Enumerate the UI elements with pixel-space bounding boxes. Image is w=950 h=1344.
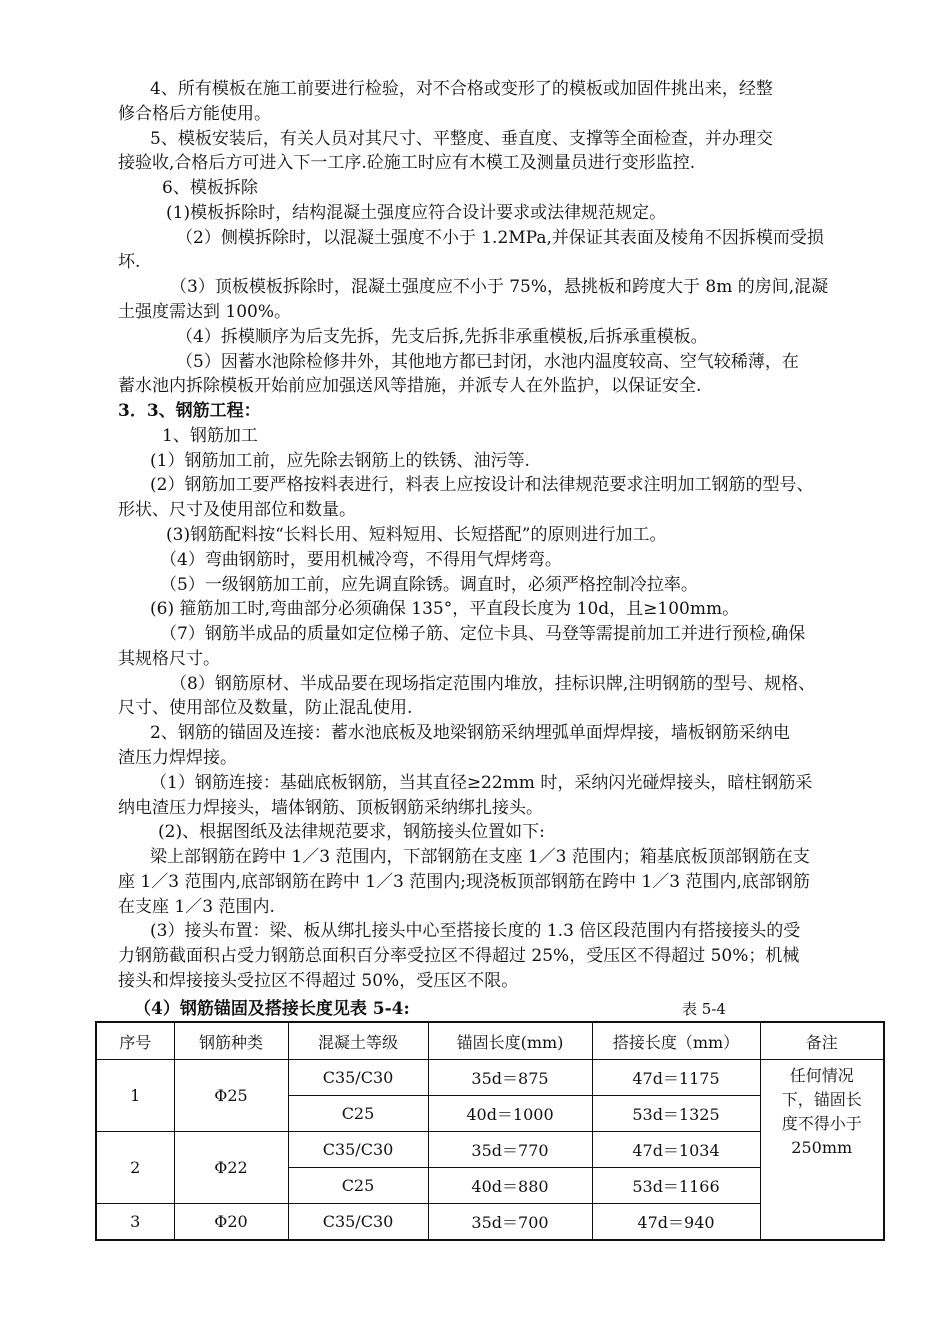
cell-concrete-grade: C35/C30 xyxy=(288,1204,428,1241)
text-line: 尺寸、使用部位及数量，防止混乱使用. xyxy=(118,698,413,718)
text-line: （8）钢筋原材、半成品要在现场指定范围内堆放，挂标识牌,注明钢筋的型号、规格、 xyxy=(170,674,816,694)
text-line: (3）接头布置：梁、板从绑扎接头中心至搭接长度的 1.3 倍区段范围内有搭接接头的受 xyxy=(150,921,801,941)
text-line: (2)、根据图纸及法律规范要求，钢筋接头位置如下: xyxy=(158,822,545,842)
text-line: 修合格后方能使用。 xyxy=(118,104,271,124)
cell-anchor-length: 35d＝700 xyxy=(428,1204,592,1241)
text-line: (3)钢筋配料按“长料长用、短料短用、长短搭配”的原则进行加工。 xyxy=(166,525,667,545)
text-line: 形状、尺寸及使用部位和数量。 xyxy=(118,500,356,520)
text-line: （4）弯曲钢筋时，要用机械冷弯，不得用气焊烤弯。 xyxy=(160,550,562,570)
cell-concrete-grade: C25 xyxy=(288,1096,428,1132)
text-line: （2）侧模拆除时，以混凝土强度不小于 1.2MPa,并保证其表面及棱角不因拆模而受损 xyxy=(176,228,824,248)
text-line: 渣压力焊焊接。 xyxy=(118,748,237,768)
cell-concrete-grade: C35/C30 xyxy=(288,1132,428,1168)
text-line: （7）钢筋半成品的质量如定位梯子筋、定位卡具、马登等需提前加工并进行预检,确保 xyxy=(160,624,806,644)
cell-lap-length: 53d＝1166 xyxy=(592,1168,760,1204)
table-number: 表 5-4 xyxy=(682,1000,726,1018)
table-header-row xyxy=(96,1022,884,1060)
text-line: (1)模板拆除时，结构混凝土强度应符合设计要求或法律规范规定。 xyxy=(166,203,667,223)
cell-concrete-grade: C35/C30 xyxy=(288,1060,428,1096)
cell-lap-length: 47d＝1175 xyxy=(592,1060,760,1096)
cell-bar-type: Φ22 xyxy=(174,1132,288,1204)
cell-lap-length: 53d＝1325 xyxy=(592,1096,760,1132)
text-line: 接验收,合格后方可进入下一工序.砼施工时应有木模工及测量员进行变形监控. xyxy=(118,153,696,173)
text-line: 蓄水池内拆除模板开始前应加强送风等措施，并派专人在外监护，以保证安全. xyxy=(118,376,702,396)
cell-bar-type: Φ20 xyxy=(174,1204,288,1241)
header-remark: 备注 xyxy=(760,1022,884,1060)
cell-lap-length: 47d＝940 xyxy=(592,1204,760,1241)
remark-line: 下，锚固长 xyxy=(781,1090,862,1109)
cell-no: 1 xyxy=(96,1060,174,1132)
text-line: 座 1／3 范围内,底部钢筋在跨中 1／3 范围内;现浇板顶部钢筋在跨中 1／3 范围内,底部钢筋 xyxy=(118,872,810,892)
cell-no: 3 xyxy=(96,1204,174,1241)
text-line: 6、模板拆除 xyxy=(162,178,258,198)
text-line: 梁上部钢筋在跨中 1／3 范围内，下部钢筋在支座 1／3 范围内；箱基底板顶部钢筋在支 xyxy=(150,847,810,867)
text-line: （3）顶板模板拆除时，混凝土强度应不小于 75%，悬挑板和跨度大于 8m 的房间,混凝 xyxy=(170,277,829,297)
text-line: (2）钢筋加工要严格按料表进行，料表上应按设计和法律规范要求注明加工钢筋的型号、 xyxy=(150,475,814,495)
text-line: （4）拆模顺序为后支先拆，先支后拆,先拆非承重模板,后拆承重模板。 xyxy=(176,327,708,347)
text-line: 土强度需达到 100%。 xyxy=(118,302,292,322)
remark-line: 任何情况 xyxy=(789,1066,854,1085)
text-line: (1）钢筋加工前，应先除去钢筋上的铁锈、油污等. xyxy=(150,451,530,471)
text-line: 纳电渣压力焊接头，墙体钢筋、顶板钢筋采纳绑扎接头。 xyxy=(118,798,543,818)
remark-line: 250mm xyxy=(791,1138,853,1157)
text-line: 4、所有模板在施工前要进行检验，对不合格或变形了的模板或加固件挑出来，经整 xyxy=(150,79,773,99)
cell-anchor-length: 35d＝770 xyxy=(428,1132,592,1168)
header-concrete-grade: 混凝土等级 xyxy=(288,1022,428,1060)
cell-anchor-length: 40d＝1000 xyxy=(428,1096,592,1132)
text-line: (6) 箍筋加工时,弯曲部分必须确保 135°，平直段长度为 10d，且≥100mm。 xyxy=(150,599,740,619)
cell-bar-type: Φ25 xyxy=(174,1060,288,1132)
remark-line: 度不得小于 xyxy=(781,1114,862,1133)
cell-lap-length: 47d＝1034 xyxy=(592,1132,760,1168)
anchorage-lap-length-table xyxy=(95,1021,885,1241)
text-line: （5）因蓄水池除检修井外，其他地方都已封闭，水池内温度较高、空气较稀薄，在 xyxy=(176,352,799,372)
header-anchor-length: 锚固长度(mm) xyxy=(428,1022,592,1060)
text-line: （1）钢筋连接：基础底板钢筋，当其直径≥22mm 时，采纳闪光碰焊接头，暗柱钢筋采 xyxy=(150,773,813,793)
text-line: 5、模板安装后，有关人员对其尺寸、平整度、垂直度、支撑等全面检查，并办理交 xyxy=(150,129,773,149)
text-line: 接头和焊接接头受拉区不得超过 50%，受压区不限。 xyxy=(118,971,519,991)
header-bar-type: 钢筋种类 xyxy=(174,1022,288,1060)
cell-remark xyxy=(760,1060,884,1241)
header-no: 序号 xyxy=(96,1022,174,1060)
text-line: 力钢筋截面积占受力钢筋总面积百分率受拉区不得超过 25%，受压区不得超过 50%；机械 xyxy=(118,946,800,966)
text-line: 1、钢筋加工 xyxy=(162,426,258,446)
cell-concrete-grade: C25 xyxy=(288,1168,428,1204)
text-line: （5）一级钢筋加工前，应先调直除锈。调直时，必须严格控制冷拉率。 xyxy=(160,575,698,595)
section-heading: 3．3、钢筋工程： xyxy=(118,401,261,421)
text-line: 其规格尺寸。 xyxy=(118,649,220,669)
header-lap-length: 搭接长度（mm） xyxy=(592,1022,760,1060)
text-line: 在支座 1／3 范围内. xyxy=(118,897,275,917)
table-row xyxy=(96,1060,884,1096)
text-line: 2、钢筋的锚固及连接：蓄水池底板及地梁钢筋采纳埋弧单面焊焊接，墙板钢筋采纳电 xyxy=(150,723,790,743)
table-caption: （4）钢筋锚固及搭接长度见表 5-4: xyxy=(134,999,410,1019)
cell-anchor-length: 35d＝875 xyxy=(428,1060,592,1096)
text-line: 坏. xyxy=(118,252,141,272)
cell-no: 2 xyxy=(96,1132,174,1204)
cell-anchor-length: 40d＝880 xyxy=(428,1168,592,1204)
